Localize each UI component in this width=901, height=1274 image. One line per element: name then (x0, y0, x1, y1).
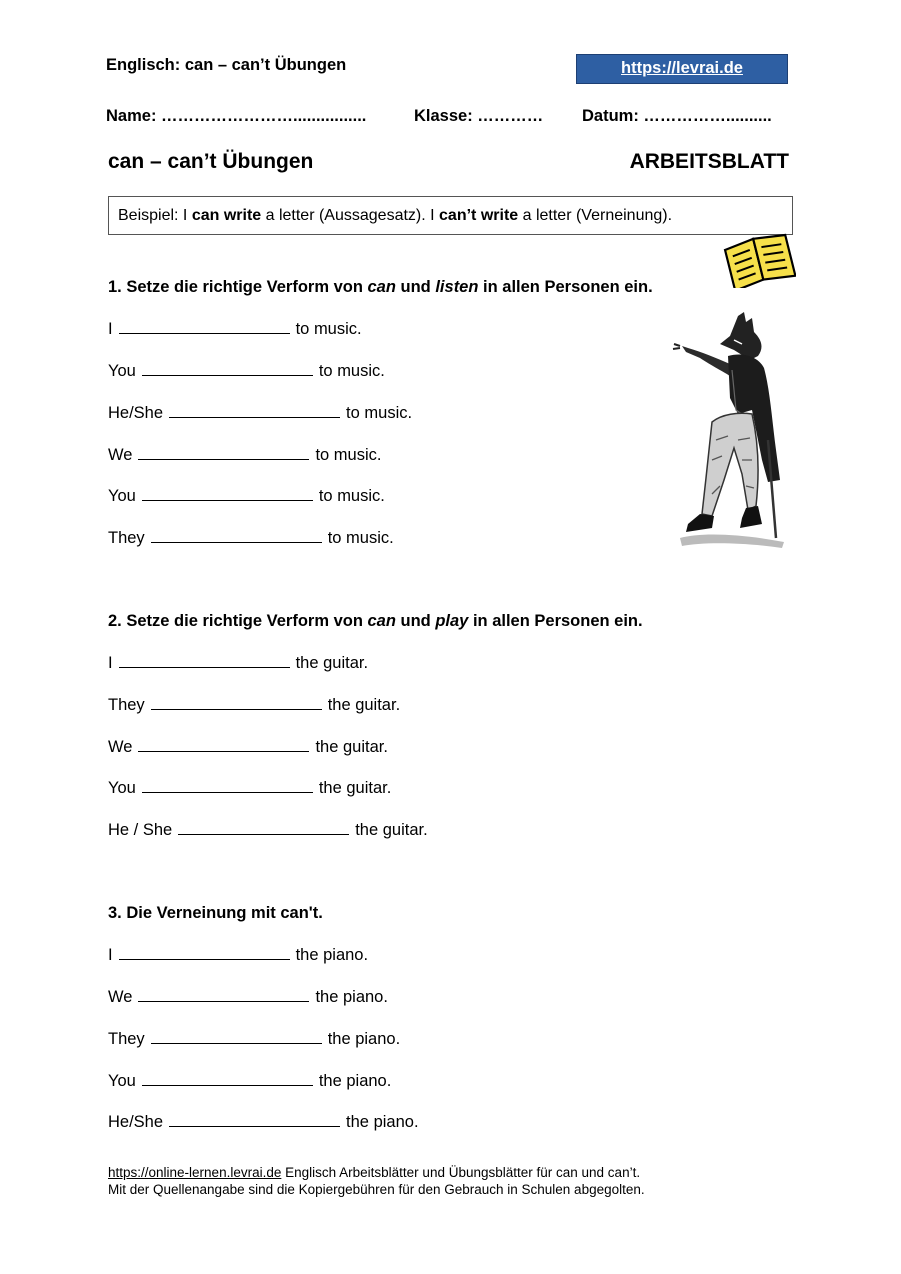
task1-line (108, 319, 362, 339)
line-subject: You (108, 1072, 136, 1090)
date-field: Datum: …………….......... (582, 107, 772, 125)
page-title: can – can’t Übungen (108, 150, 314, 173)
answer-blank[interactable] (119, 945, 290, 960)
task2-heading (108, 612, 643, 631)
task2-line (108, 653, 368, 673)
line-ending: to music. (315, 446, 382, 464)
site-link[interactable]: https://levrai.de (621, 59, 743, 77)
line-subject: They (108, 696, 145, 714)
line-subject: We (108, 988, 133, 1006)
task3-line (108, 1071, 391, 1091)
footer-line-2: Mit der Quellenangabe sind die Kopiergebühren für den Gebrauch in Schulen abgegolten. (108, 1182, 645, 1197)
task3-heading: 3. Die Verneinung mit can't. (108, 904, 323, 922)
line-subject: They (108, 529, 145, 547)
example-bold-positive: can write (191, 207, 262, 224)
task1-line (108, 486, 385, 506)
task1-verb-listen: listen (435, 278, 479, 296)
line-ending: to music. (318, 362, 385, 380)
line-ending: to music. (318, 487, 385, 505)
task2-line (108, 820, 428, 840)
task2-heading-start: 2. Setze die richtige Verform von (108, 612, 368, 630)
answer-blank[interactable] (119, 319, 290, 334)
line-ending: to music. (295, 320, 362, 338)
task2-heading-rest: in allen Personen ein. (468, 612, 643, 630)
name-field: Name: ……………………................ (106, 107, 367, 125)
line-ending: the guitar. (355, 821, 428, 839)
line-subject: He/She (108, 1113, 164, 1131)
task2-verb-play: play (435, 612, 469, 630)
example-middle: a letter (Aussagesatz). I (261, 207, 440, 224)
line-ending: the guitar. (318, 779, 392, 797)
answer-blank[interactable] (169, 1112, 340, 1127)
example-box (108, 196, 793, 235)
answer-blank[interactable] (138, 445, 309, 460)
task3-line (108, 1029, 400, 1049)
answer-blank[interactable] (178, 820, 349, 835)
footer-line-1-text: Englisch Arbeitsblätter und Übungsblätter für can und can’t. (281, 1165, 641, 1180)
task1-line (108, 445, 381, 465)
line-ending: the piano. (327, 1030, 401, 1048)
answer-blank[interactable] (138, 737, 309, 752)
task3-line (108, 945, 368, 965)
example-bold-negative: can’t write (439, 207, 519, 224)
task1-heading-start: 1. Setze die richtige Verform von (108, 278, 368, 296)
task1-heading-and: und (395, 278, 436, 296)
line-subject: You (108, 487, 136, 505)
line-ending: the guitar. (295, 654, 369, 672)
line-subject: We (108, 738, 133, 756)
answer-blank[interactable] (151, 1029, 322, 1044)
line-subject: We (108, 446, 133, 464)
answer-blank[interactable] (151, 695, 322, 710)
footer (108, 1164, 645, 1198)
task1-heading (108, 278, 653, 297)
answer-blank[interactable] (142, 1071, 313, 1086)
line-subject: I (108, 320, 113, 338)
answer-blank[interactable] (142, 486, 313, 501)
task1-line (108, 528, 394, 548)
task2-line (108, 778, 391, 798)
task2-line (108, 695, 400, 715)
line-ending: to music. (346, 404, 413, 422)
example-suffix: a letter (Verneinung). (518, 207, 673, 224)
open-book-icon (722, 228, 796, 288)
line-ending: the piano. (315, 988, 388, 1006)
answer-blank[interactable] (142, 778, 313, 793)
answer-blank[interactable] (151, 528, 322, 543)
line-ending: the piano. (346, 1113, 419, 1131)
line-subject: You (108, 779, 136, 797)
line-ending: the piano. (295, 946, 369, 964)
class-field: Klasse: ………… (414, 107, 544, 125)
line-subject: He/She (108, 404, 164, 422)
line-ending: to music. (327, 529, 394, 547)
line-ending: the piano. (318, 1072, 392, 1090)
line-subject: They (108, 1030, 145, 1048)
worksheet-subject: Englisch: can – can’t Übungen (106, 56, 347, 74)
task1-line (108, 403, 412, 423)
answer-blank[interactable] (169, 403, 340, 418)
task3-line (108, 1112, 419, 1132)
answer-blank[interactable] (142, 361, 313, 376)
line-subject: I (108, 654, 113, 672)
line-ending: the guitar. (315, 738, 388, 756)
footer-link[interactable]: https://online-lernen.levrai.de (108, 1165, 282, 1180)
site-link-box[interactable] (576, 54, 788, 84)
footer-line-1 (108, 1164, 645, 1181)
task3-line (108, 987, 388, 1007)
task2-verb-can: can (367, 612, 396, 630)
answer-blank[interactable] (119, 653, 290, 668)
line-subject: You (108, 362, 136, 380)
answer-blank[interactable] (138, 987, 309, 1002)
task1-heading-rest: in allen Personen ein. (478, 278, 653, 296)
task1-line (108, 361, 385, 381)
line-subject: I (108, 946, 113, 964)
worksheet-label: ARBEITSBLATT (629, 150, 789, 173)
task2-line (108, 737, 388, 757)
task2-heading-and: und (395, 612, 436, 630)
task1-verb-can: can (367, 278, 396, 296)
wolf-figure-illustration (672, 310, 792, 555)
line-ending: the guitar. (327, 696, 401, 714)
example-prefix: Beispiel: I (118, 207, 192, 224)
line-subject: He / She (108, 821, 173, 839)
